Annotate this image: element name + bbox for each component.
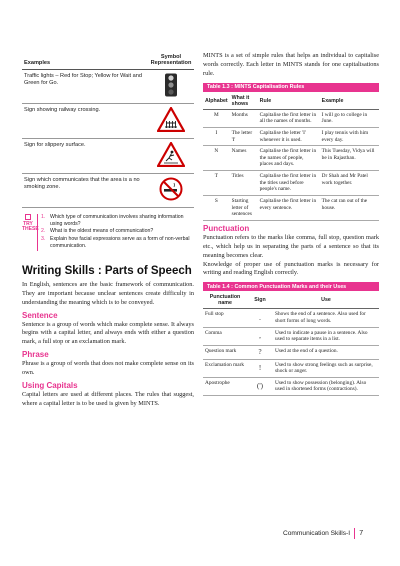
phrase-paragraph: Phrase is a group of words that does not make complete sense on its own. <box>22 360 194 377</box>
mints-header-what: What it shows <box>230 93 258 110</box>
table-row: N Names Capitalise the first letter in the names of people, places and days. This Tuesday, Vidya will be in Rajasthan. <box>203 146 379 171</box>
capitals-paragraph: Capital letters are used at different places. The rules that suggest, where a capital letter is to be used is given by MINTS. <box>22 391 194 408</box>
no-smoking-icon <box>159 177 183 201</box>
list-item: 2. What is the oldest means of communication? <box>41 228 154 235</box>
try-these-list <box>41 214 194 251</box>
symbol-example-text: Sign showing railway crossing. <box>22 103 148 138</box>
symbol-table-header-symbol: Symbol Representation <box>148 52 194 70</box>
punct-header-name: Punctuation name <box>203 292 247 309</box>
table-row: Apostrophe (') Used to show possession (belonging). Also used in shortened forms (contractions). <box>203 377 379 395</box>
footer-label: Communication Skills-I <box>283 530 351 537</box>
punctuation-paragraph-2: Knowledge of proper use of punctuation marks is necessary for writing and reading English correctly. <box>203 260 379 277</box>
list-item: 3. Explain how facial expressions serve as a form of non-verbal communication. <box>41 236 190 249</box>
left-column <box>22 52 194 409</box>
footer-divider <box>354 528 355 539</box>
try-these-box <box>22 214 194 251</box>
symbol-table-header-examples: Examples <box>22 52 148 70</box>
symbol-example-text: Sign which communicates that the area is a no smoking zone. <box>22 173 148 207</box>
punct-header-use: Use <box>273 292 379 309</box>
table-row <box>22 173 194 207</box>
heading-punctuation: Punctuation <box>203 223 250 233</box>
table-row <box>22 103 194 138</box>
mints-table <box>203 93 379 221</box>
table-row <box>22 138 194 173</box>
mints-header-alphabet: Alphabet <box>203 93 230 110</box>
symbol-table <box>22 52 194 208</box>
punctuation-table <box>203 292 379 396</box>
page-number: 7 <box>359 530 364 537</box>
page-footer <box>283 528 363 539</box>
try-these-badge: TRY THESE <box>22 214 38 251</box>
section-title-writing-skills: Writing Skills : Parts of Speech <box>22 264 192 277</box>
table-row: Full stop . Shows the end of a sentence. Also used for short forms of long words. <box>203 309 379 327</box>
sentence-paragraph: Sentence is a group of words which make complete sense. It always begins with a capital letter, and always ends with either a question mark, a full stop or an exclamation mark. <box>22 320 194 346</box>
slippery-surface-icon <box>157 142 185 167</box>
mints-table-caption: Table 1.3 : MINTS Capitalisation Rules <box>203 83 379 92</box>
mints-intro-paragraph: MINTS is a set of simple rules that helps an individual to capitalise words correctly. Each letter in MINTS stands for one capitalisations rule. <box>203 52 379 77</box>
punct-header-sign: Sign <box>247 292 273 309</box>
symbol-example-text: Sign for slippery surface. <box>22 138 148 173</box>
traffic-light-icon <box>164 73 178 97</box>
table-row: I The letter 'I' Capitalise the letter 'I' whenever it is used. I play tennis with him every day. <box>203 128 379 146</box>
table-row <box>22 70 194 104</box>
railway-crossing-icon <box>157 107 185 132</box>
table-row: S Starting letter of sentences Capitalise the first letter in every sentence. The cat ran out of the house. <box>203 195 379 220</box>
table-row: M Months Capitalise the first letter in all the names of months. I will go to college in June. <box>203 109 379 127</box>
heading-using-capitals: Using Capitals <box>22 381 78 391</box>
table-row: Question mark ? Used at the end of a question. <box>203 345 379 359</box>
punctuation-paragraph-1: Punctuation refers to the marks like comma, full stop, question mark etc., which help us in separating the parts of a sentence so that its meaning becomes clear. <box>203 233 379 259</box>
punctuation-table-caption: Table 1.4 : Common Punctuation Marks and their Uses <box>203 282 379 291</box>
table-row: T Titles Capitalise the first letter in the titles used before people's name. Dr Shah and Mr Patel work together. <box>203 171 379 196</box>
heading-phrase: Phrase <box>22 350 49 360</box>
mints-header-rule: Rule <box>258 93 320 110</box>
writing-intro-paragraph: In English, sentences are the basic framework of communication. They are important because unclear sentences create difficulty in understanding the meaning which is to be conveyed. <box>22 280 194 306</box>
mints-header-example: Example <box>320 93 379 110</box>
symbol-example-text: Traffic lights – Red for Stop; Yellow for Wait and Green for Go. <box>22 70 148 104</box>
right-column <box>203 52 379 396</box>
list-item: 1. Which type of communication involves sharing information using words? <box>41 213 184 227</box>
table-row: Exclamation mark ! Used to show strong feelings such as surprise, shock or anger. <box>203 359 379 377</box>
checkbox-icon <box>25 214 31 220</box>
table-row: Comma , Used to indicate a pause in a sentence. Also used to separate items in a list. <box>203 327 379 345</box>
heading-sentence: Sentence <box>22 310 58 320</box>
